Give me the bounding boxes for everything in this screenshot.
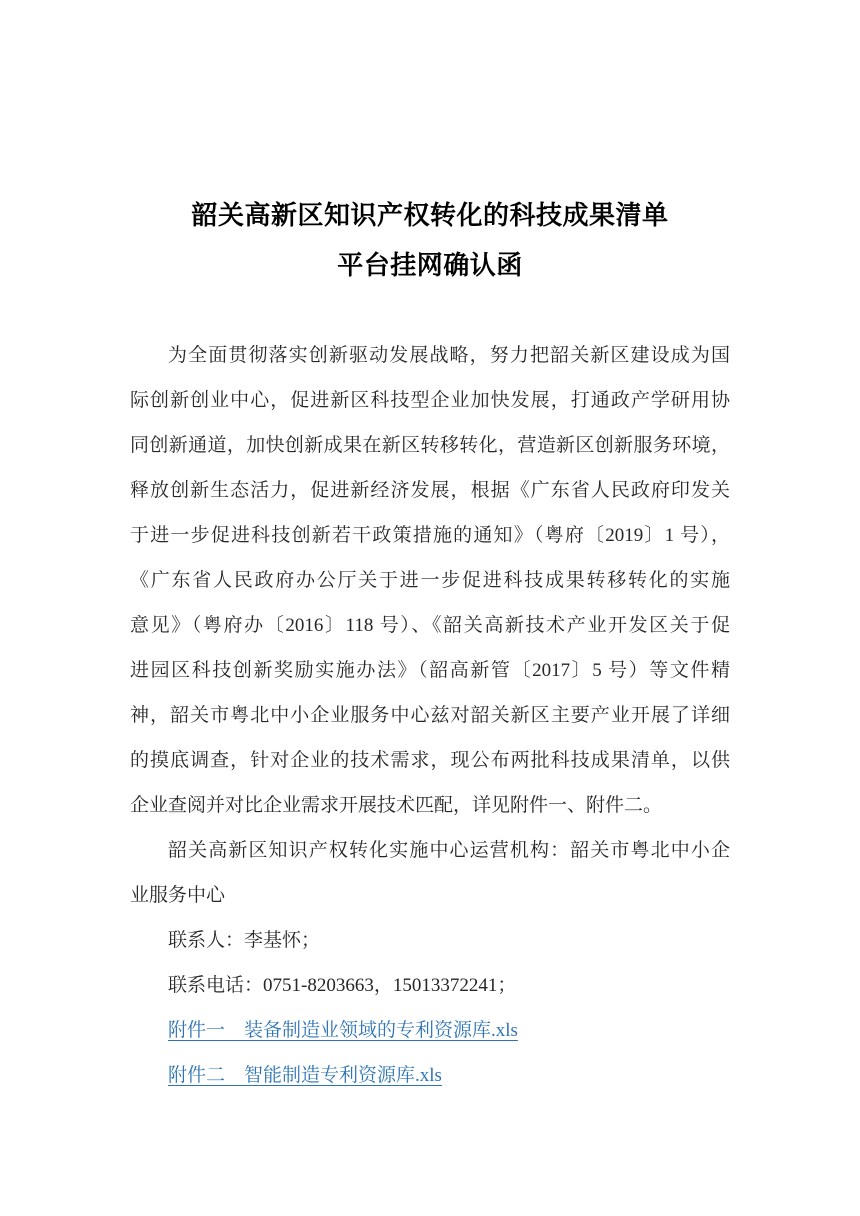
document-title-line-2: 平台挂网确认函	[337, 250, 523, 280]
body-line: 的摸底调查，针对企业的技术需求，现公布两批科技成果清单，以供	[130, 750, 730, 771]
body-line: 释放创新生态活力，促进新经济发展，根据《广东省人民政府印发关	[130, 480, 730, 501]
contact-phone-line: 联系电话：0751-8203663，15013372241；	[168, 975, 517, 996]
attachment-link-1[interactable]: 附件一 装备制造业领域的专利资源库.xls	[168, 1020, 518, 1041]
body-line: 神，韶关市粤北中小企业服务中心兹对韶关新区主要产业开展了详细	[130, 705, 730, 726]
body-line: 进园区科技创新奖励实施办法》（韶高新管〔2017〕5 号）等文件精	[130, 660, 730, 681]
body-line: 业服务中心	[130, 885, 226, 906]
document-body	[130, 333, 730, 1098]
attachment-line-2	[130, 1053, 730, 1098]
body-line: 于进一步促进科技创新若干政策措施的通知》（粤府〔2019〕1 号），	[130, 525, 730, 546]
body-line: 韶关高新区知识产权转化实施中心运营机构：韶关市粤北中小企	[168, 840, 730, 861]
attachment-link-2[interactable]: 附件二 智能制造专利资源库.xls	[168, 1065, 442, 1086]
document-title	[130, 190, 730, 290]
body-line: 《广东省人民政府办公厅关于进一步促进科技成果转移转化的实施	[130, 570, 730, 591]
body-line: 企业查阅并对比企业需求开展技术匹配，详见附件一、附件二。	[130, 795, 663, 816]
body-line: 意见》（粤府办〔2016〕118 号）、《韶关高新技术产业开发区关于促	[130, 615, 730, 636]
body-line: 同创新通道，加快创新成果在新区转移转化，营造新区创新服务环境，	[130, 435, 730, 456]
document-title-line-1: 韶关高新区知识产权转化的科技成果清单	[191, 200, 669, 230]
contact-person-line: 联系人：李基怀；	[168, 930, 321, 951]
body-line: 际创新创业中心，促进新区科技型企业加快发展，打通政产学研用协	[130, 390, 730, 411]
body-line: 为全面贯彻落实创新驱动发展战略，努力把韶关新区建设成为国	[168, 345, 730, 366]
attachment-line-1	[130, 1008, 730, 1053]
